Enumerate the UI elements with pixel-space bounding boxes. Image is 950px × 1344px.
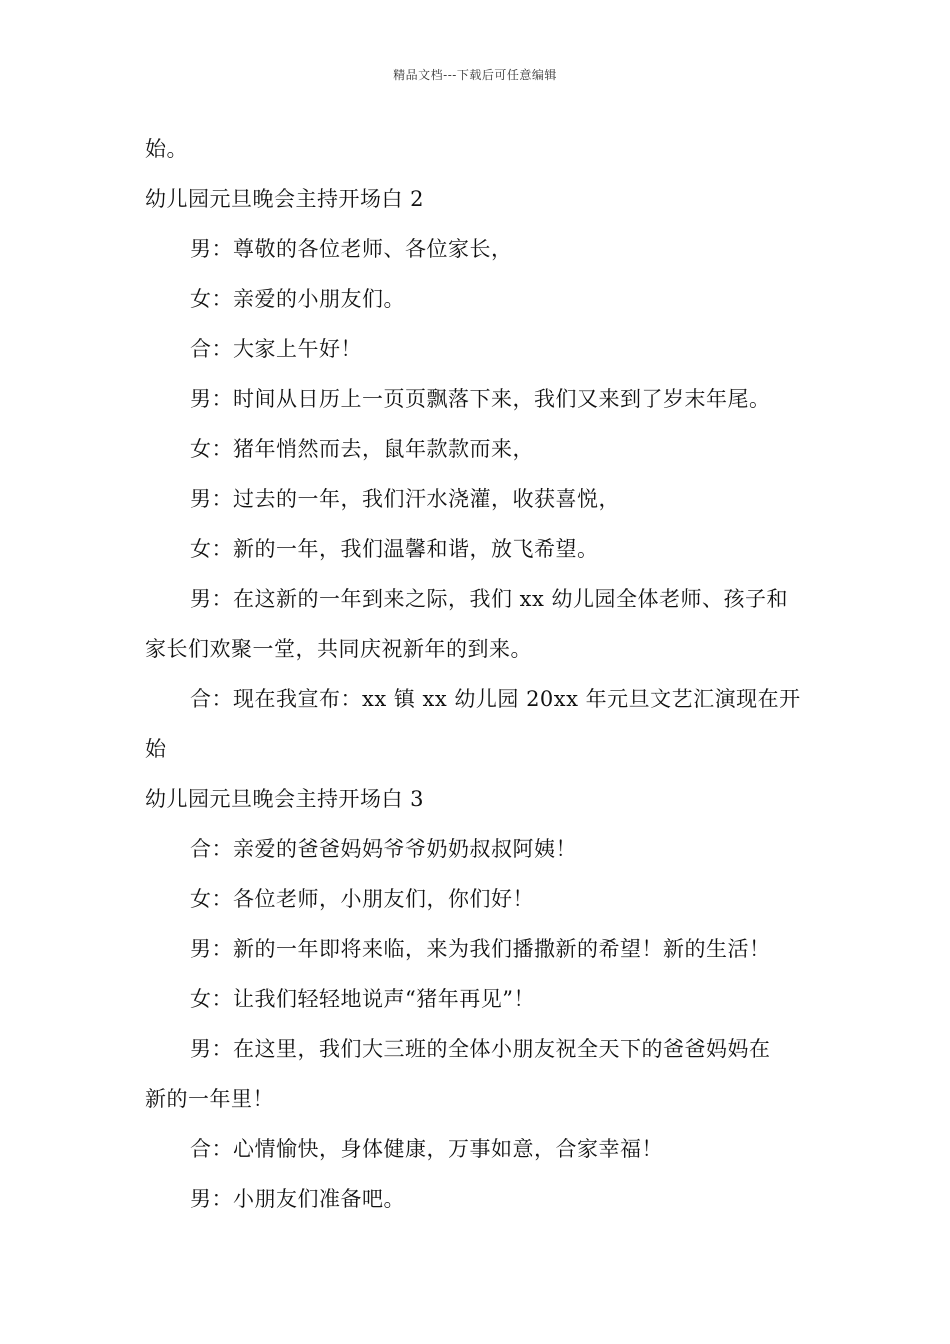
text-line-1: 始。	[145, 137, 188, 161]
dialogue-line: 男：尊敬的各位老师、各位家长，	[190, 237, 513, 261]
dialogue-line-continuation: 始	[145, 737, 167, 761]
dialogue-line: 合：亲爱的爸爸妈妈爷爷奶奶叔叔阿姨！	[190, 837, 577, 861]
dialogue-line: 合：现在我宣布：xx 镇 xx 幼儿园 20xx 年元旦文艺汇演现在开	[190, 687, 801, 711]
dialogue-line: 男：时间从日历上一页页飘落下来，我们又来到了岁末年尾。	[190, 387, 771, 411]
dialogue-line: 男：小朋友们准备吧。	[190, 1187, 405, 1211]
section-heading-3: 幼儿园元旦晚会主持开场白 3	[145, 787, 425, 811]
dialogue-line: 合：心情愉快，身体健康，万事如意，合家幸福！	[190, 1137, 663, 1161]
dialogue-line: 合：大家上午好！	[190, 337, 362, 361]
dialogue-line: 男：在这里，我们大三班的全体小朋友祝全天下的爸爸妈妈在	[190, 1037, 771, 1061]
dialogue-line: 女：新的一年，我们温馨和谐，放飞希望。	[190, 537, 599, 561]
section-heading-2: 幼儿园元旦晚会主持开场白 2	[145, 187, 425, 211]
dialogue-line: 男：在这新的一年到来之际，我们 xx 幼儿园全体老师、孩子和	[190, 587, 789, 611]
dialogue-line: 女：让我们轻轻地说声“猪年再见”！	[190, 987, 535, 1011]
page-header: 精品文档---下载后可任意编辑	[393, 68, 557, 82]
dialogue-line: 女：猪年悄然而去，鼠年款款而来，	[190, 437, 534, 461]
document-body	[145, 124, 810, 1224]
dialogue-line: 男：过去的一年，我们汗水浇灌，收获喜悦，	[190, 487, 620, 511]
dialogue-line: 女：各位老师，小朋友们，你们好！	[190, 887, 534, 911]
dialogue-line-continuation: 新的一年里！	[145, 1087, 274, 1111]
dialogue-line-continuation: 家长们欢聚一堂，共同庆祝新年的到来。	[145, 637, 532, 661]
dialogue-line: 男：新的一年即将来临，来为我们播撒新的希望！新的生活！	[190, 937, 771, 961]
dialogue-line: 女：亲爱的小朋友们。	[190, 287, 405, 311]
